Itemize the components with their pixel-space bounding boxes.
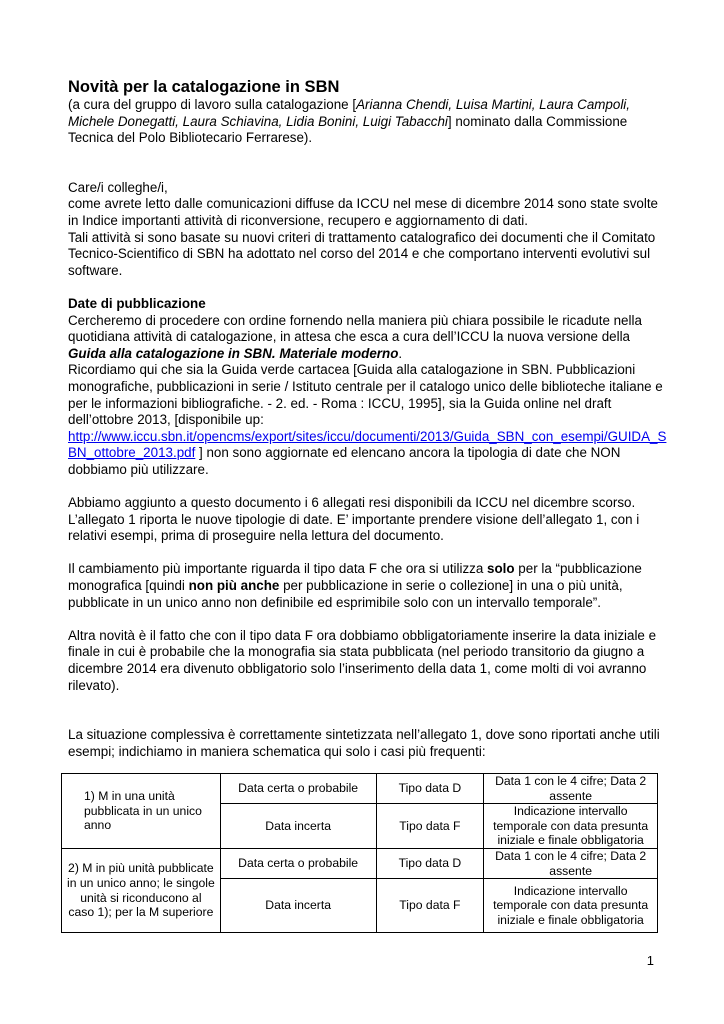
paragraph-1: come avrete letto dalle comunicazioni diffuse da ICCU nel mese di dicembre 2014 sono state svolte in Indice importanti attività di riconversione, recupero e aggiornamento di dati. bbox=[68, 196, 658, 228]
page-number: 1 bbox=[646, 953, 654, 968]
paragraph-8: La situazione complessiva è correttamente sintetizzata nell’allegato 1, dove sono riportati anche utili esempi; indichiamo in maniera schematica qui solo i casi più frequenti: bbox=[68, 727, 660, 759]
guide-pdf-link[interactable]: http://www.iccu.sbn.it/opencms/export/sites/iccu/documenti/2013/Guida_SBN_con_esempi/GUIDA_SBN_ottobre_2013.pdf bbox=[68, 428, 667, 461]
intro-paragraph: (a cura del gruppo di lavoro sulla catalogazione [Arianna Chendi, Luisa Martini, Laura Campoli, Michele Donegatti, Laura Schiavina, Lidia Bonini, Luigi Tabacchi] nominato dalla Commissione Tecnica del Polo Bibliotecario Ferrarese). bbox=[68, 97, 630, 146]
table-cell: Tipo data D bbox=[376, 774, 484, 804]
table-cell: Data 1 con le 4 cifre; Data 2 assente bbox=[484, 848, 658, 878]
guide-title: Guida alla catalogazione in SBN. Materiale moderno bbox=[68, 345, 399, 361]
table-cell: Data incerta bbox=[220, 804, 376, 849]
paragraph-4: Ricordiamo qui che sia la Guida verde cartacea [Guida alla catalogazione in SBN. Pubblicazioni monografiche, pubblicazioni in serie / Istituto centrale per il catalogo unico delle biblioteche italiane e per le informazioni bibliografiche. - 2. ed. - Roma : ICCU, 1995], sia la Guida online nel draft dell’ottobre 2013, [disponibile up: http://www.iccu.sbn.it/opencms/export/sites/iccu/documenti/2013/Guida_SBN_con_esempi/GUIDA_SBN_ottobre_2013.pdf ] non sono aggiornate ed elencano ancora la tipologia di date che NON dobbiamo più utilizzare. bbox=[68, 362, 667, 477]
table-row bbox=[62, 848, 658, 878]
greeting: Care/i colleghe/i, bbox=[68, 179, 168, 195]
date-types-table bbox=[61, 773, 658, 933]
paragraph-3: Cercheremo di procedere con ordine fornendo nella maniera più chiara possibile le ricadute nella quotidiana attività di catalogazione, in attesa che esca a cura dell’ICCU la nuova versione della Guida alla catalogazione in SBN. Materiale moderno. bbox=[68, 312, 642, 361]
section-heading: Date di pubblicazione bbox=[68, 295, 206, 311]
table-cell: Indicazione intervallo temporale con data presunta iniziale e finale obbligatoria bbox=[484, 879, 658, 933]
table-cell: Data certa o probabile bbox=[220, 774, 376, 804]
paragraph-2: Tali attività si sono basate su nuovi criteri di trattamento catalografico dei documenti che il Comitato Tecnico-Scientifico di SBN ha adottato nel corso del 2014 e che comportano interventi evolutivi sul software. bbox=[68, 229, 656, 278]
table-cell: Tipo data D bbox=[376, 848, 484, 878]
table-cell: Indicazione intervallo temporale con data presunta iniziale e finale obbligatoria bbox=[484, 804, 658, 849]
table-cell: Data certa o probabile bbox=[220, 848, 376, 878]
paragraph-5: Abbiamo aggiunto a questo documento i 6 allegati resi disponibili da ICCU nel dicembre scorso. L’allegato 1 riporta le nuove tipologie di date. E’ importante prendere visione dell’allegato 1, con i relativi esempi, prima di proseguire nella lettura del documento. bbox=[68, 495, 640, 544]
case-2-label: 2) M in più unità pubblicate in un unico anno; le singole unità si riconducono al caso 1); per la M superiore bbox=[62, 848, 221, 932]
paragraph-7: Altra novità è il fatto che con il tipo data F ora dobbiamo obbligatoriamente inserire la data iniziale e finale in cui è probabile che la monografia sia stata pubblicata (nel periodo transitorio da giugno a dicembre 2014 era divenuto obbligatorio solo l’inserimento della data 1, come molti di voi avranno rilevato). bbox=[68, 627, 657, 693]
table-row bbox=[62, 774, 658, 804]
case-1-label: 1) M in una unità pubblicata in un unico anno bbox=[62, 774, 221, 849]
page-title: Novità per la catalogazione in SBN bbox=[68, 78, 340, 96]
table-cell: Data incerta bbox=[220, 879, 376, 933]
table-cell: Tipo data F bbox=[376, 804, 484, 849]
document-body bbox=[68, 77, 668, 760]
paragraph-6: Il cambiamento più importante riguarda il tipo data F che ora si utilizza solo per la “pubblicazione monografica [quindi non più anche per pubblicazione in serie o collezione] in una o più unità, pubblicate in un unico anno non definibile ed esprimibile solo con un intervallo temporale”. bbox=[68, 561, 642, 610]
table-cell: Data 1 con le 4 cifre; Data 2 assente bbox=[484, 774, 658, 804]
table-cell: Tipo data F bbox=[376, 879, 484, 933]
author-names: Arianna Chendi, Luisa Martini, Laura Campoli, Michele Donegatti, Laura Schiavina, Lidia Bonini, Luigi Tabacchi bbox=[68, 97, 630, 129]
